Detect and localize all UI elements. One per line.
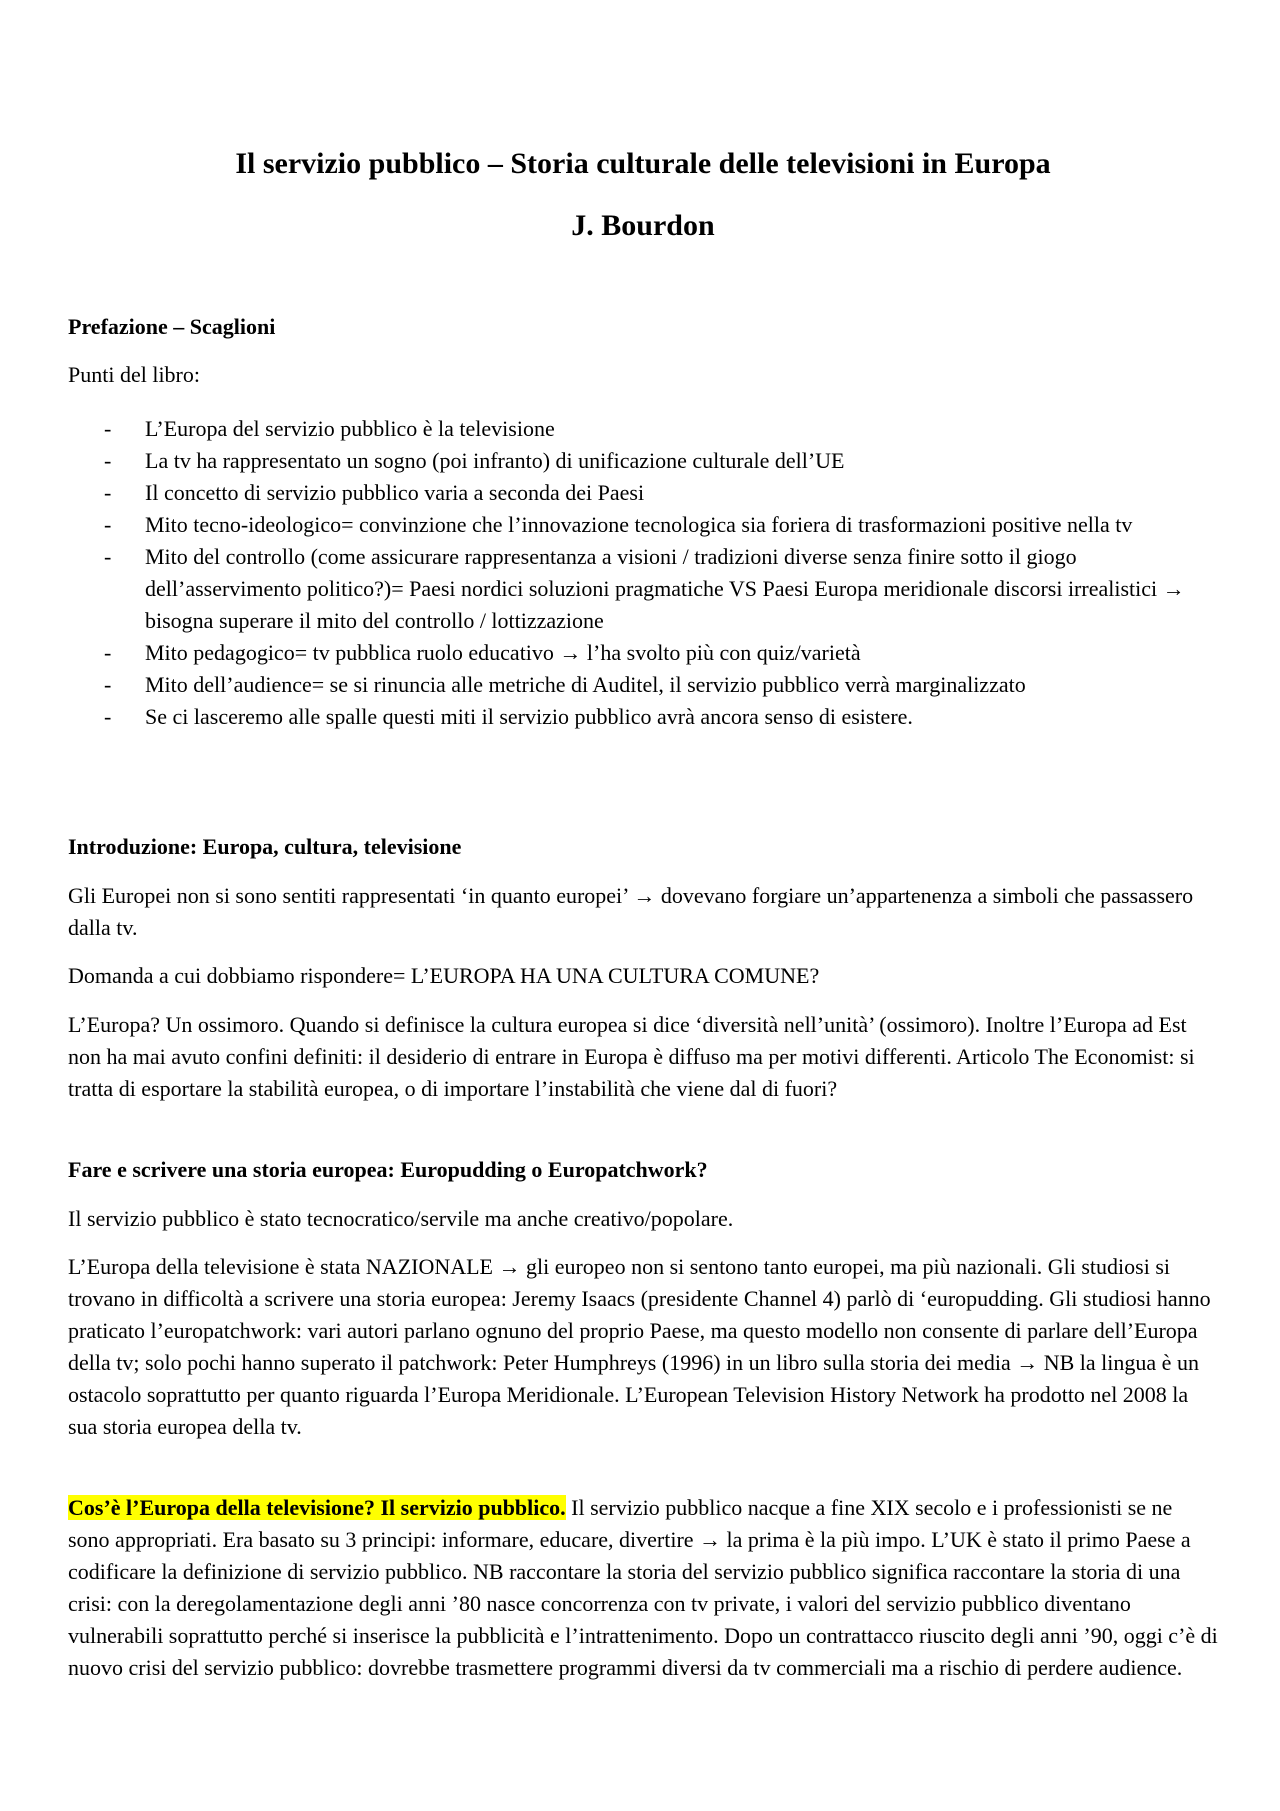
dash-marker: - (104, 416, 112, 441)
list-item-text: Mito dell’audience= se si rinuncia alle metriche di Auditel, il servizio pubblico verrà marginalizzato (145, 672, 1026, 697)
list-item (68, 541, 1218, 637)
list-item-text: Mito del controllo (come assicurare rappresentanza a visioni / tradizioni diverse senza finire sotto il giogo dell’asservimento politico?)= Paesi nordici soluzioni pragmatiche VS Paesi Europa meridionale discorsi irrealistici → bisogna superare il mito del controllo / lottizzazione (145, 544, 1185, 633)
introduction-paragraph-3: L’Europa? Un ossimoro. Quando si definisce la cultura europea si dice ‘diversità nell’unità’ (ossimoro). Inoltre l’Europa ad Est non ha mai avuto confini definiti: il desiderio di entrare in Europa è diffuso ma per motivi differenti. Articolo The Economist: si tratta di esportare la stabilità europea, o di importare l’instabilità che viene dal di fuori? (68, 1012, 1195, 1101)
list-item (68, 669, 1218, 701)
document-author: J. Bourdon (571, 209, 715, 242)
section2-paragraph-2: L’Europa della televisione è stata NAZIONALE → gli europeo non si sentono tanto europei, ma più nazionali. Gli studiosi si trovano in difficoltà a scrivere una storia europea: Jeremy Isaacs (presidente Channel 4) parlò di ‘europudding. Gli studiosi hanno praticato l’europatchwork: vari autori parlano ognuno del proprio Paese, ma questo modello non consente di parlare dell’Europa della tv; solo pochi hanno superato il patchwork: Peter Humphreys (1996) in un libro sulla storia dei media → NB la lingua è un ostacolo soprattutto per quanto riguarda l’Europa Meridionale. L’European Television History Network ha prodotto nel 2008 la sua storia europea della tv. (68, 1254, 1211, 1439)
introduction-paragraph-2: Domanda a cui dobbiamo rispondere= L’EUROPA HA UNA CULTURA COMUNE? (68, 963, 820, 988)
list-item (68, 477, 1218, 509)
list-item-text: Mito pedagogico= tv pubblica ruolo educativo → l’ha svolto più con quiz/varietà (145, 640, 861, 665)
dash-marker: - (104, 672, 112, 697)
dash-marker: - (104, 448, 112, 473)
list-item-text: Se ci lasceremo alle spalle questi miti il servizio pubblico avrà ancora senso di esistere. (145, 704, 913, 729)
dash-marker: - (104, 704, 112, 729)
dash-marker: - (104, 640, 112, 665)
preface-heading: Prefazione – Scaglioni (68, 314, 276, 339)
introduction-paragraph-1: Gli Europei non si sono sentiti rappresentati ‘in quanto europei’ → dovevano forgiare un’appartenenza a simboli che passassero dalla tv. (68, 883, 1194, 940)
preface-intro: Punti del libro: (68, 362, 200, 387)
dash-marker: - (104, 480, 112, 505)
section2-paragraph-3 (68, 1492, 1218, 1684)
list-item-text: La tv ha rappresentato un sogno (poi infranto) di unificazione culturale dell’UE (145, 448, 845, 473)
list-item (68, 701, 1218, 733)
section2-paragraph-1: Il servizio pubblico è stato tecnocratico/servile ma anche creativo/popolare. (68, 1206, 734, 1231)
list-item (68, 509, 1218, 541)
section2-heading: Fare e scrivere una storia europea: Europudding o Europatchwork? (68, 1157, 708, 1182)
list-item-text: Il concetto di servizio pubblico varia a seconda dei Paesi (145, 480, 645, 505)
list-item-text: Mito tecno-ideologico= convinzione che l’innovazione tecnologica sia foriera di trasformazioni positive nella tv (145, 512, 1133, 537)
introduction-heading: Introduzione: Europa, cultura, televisione (68, 834, 462, 859)
dash-marker: - (104, 512, 112, 537)
list-item (68, 413, 1218, 445)
document-title: Il servizio pubblico – Storia culturale delle televisioni in Europa (235, 147, 1051, 180)
section2-paragraph-3-text: Il servizio pubblico nacque a fine XIX secolo e i professionisti se ne sono appropriati. Era basato su 3 principi: informare, educare, divertire → la prima è la più impo. L’UK è stato il primo Paese a codificare la definizione di servizio pubblico. NB raccontare la storia del servizio pubblico significa raccontare la storia di una crisi: con la deregolamentazione degli anni ’80 nasce concorrenza con tv private, i valori del servizio pubblico diventano vulnerabili soprattutto perché si inserisce la pubblicità e l’intrattenimento. Dopo un contrattacco riuscito degli anni ’90, oggi c’è di nuovo crisi del servizio pubblico: dovrebbe trasmettere programmi diversi da tv commerciali ma a rischio di perdere audience. (68, 1495, 1218, 1680)
list-item-text: L’Europa del servizio pubblico è la televisione (145, 416, 555, 441)
highlighted-question: Cos’è l’Europa della televisione? Il servizio pubblico. (68, 1495, 566, 1520)
list-item (68, 637, 1218, 669)
preface-bullet-list (68, 413, 1218, 733)
dash-marker: - (104, 544, 112, 569)
list-item (68, 445, 1218, 477)
